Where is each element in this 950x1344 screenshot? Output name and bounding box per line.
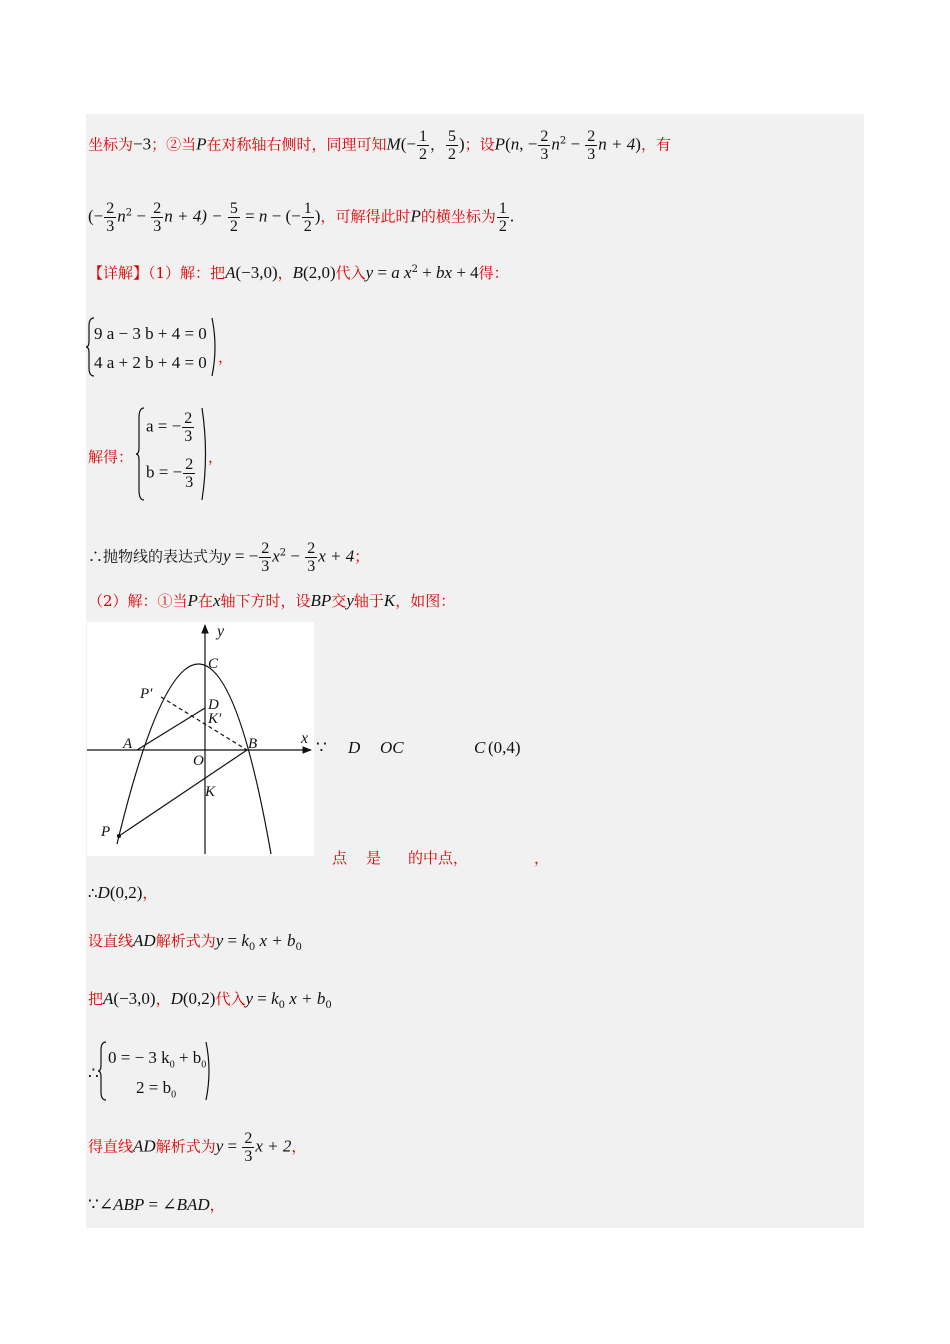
fraction: $\frac{2}{3}$ [153, 200, 162, 235]
detail-label: 【详解】 [88, 264, 149, 282]
line-AD-setup: 设直线AD解析式为$y = k_0$ $x + b_0$ [88, 931, 302, 953]
label-y: y [217, 623, 225, 640]
fraction: $\frac{2}{3}$ [587, 128, 596, 163]
label-B: B [248, 736, 258, 752]
equation-system-3: ∴ 0 = − 3 $k_0 + b_0$ $2 = b_0$ [86, 1040, 246, 1104]
substitute-line: 把A(−3,0)，D(0,2)代入$y = k_0$ $x + b_0$ [88, 989, 332, 1011]
label-C: C [208, 656, 219, 672]
solved-label: 解得： [88, 448, 134, 466]
point-D-line: ∴D(0,2)， [88, 883, 158, 902]
label-K-prime: K′ [208, 711, 222, 727]
parabola-expression-line: ∴抛物线的表达式为y = − $\frac{2}{3}$ $x^2$ − $\frac{2}{3}$ x + 4； [88, 540, 370, 575]
fraction: $\frac{2}{3}$ [261, 540, 270, 575]
fraction: $\frac{5}{2}$ [229, 200, 238, 235]
label-P: P [101, 824, 111, 840]
left-brace [136, 406, 146, 502]
fraction: $\frac{1}{2}$ [418, 128, 427, 163]
line-AD [137, 708, 205, 750]
point-P [117, 834, 121, 838]
fraction: $\frac{2}{3}$ [307, 540, 316, 575]
label-O: O [193, 753, 204, 769]
detail-heading-line: 【详解】（1）解：把A(−3,0)，B(2,0)代入y = a $x^2$ + bx + 4得： [88, 263, 509, 282]
label-x: x [301, 730, 309, 747]
equation-system-2: a = − $\frac{2}{3}$ b = − $\frac{2}{3}$ ， [136, 406, 246, 504]
fraction: $\frac{5}{2}$ [447, 128, 456, 163]
parabola-diagram [87, 622, 314, 856]
label-P-prime: P′ [140, 686, 153, 702]
line-AD-result: 得直线AD解析式为y = $\frac{2}{3}$ x + 2， [88, 1130, 307, 1165]
label-K: K [205, 784, 216, 800]
angle-line: ∵∠ABP = ∠BAD， [88, 1195, 225, 1214]
label-A: A [123, 736, 133, 752]
equation-system-1: 9 a − 3 b + 4 = 0 4 a + 2 b + 4 = 0 ， [86, 316, 246, 380]
fraction: $\frac{1}{2}$ [498, 200, 507, 235]
fraction: $\frac{2}{3}$ [184, 410, 193, 445]
left-brace [98, 1040, 108, 1102]
solution-line-2: (− $\frac{2}{3}$ $n^2$ − $\frac{2}{3}$ n + 4) − $\frac{5}{2}$ = n − (− $\frac{1}{2}$ )，可解得此时P的横坐标为 $\frac{1}{2}$ . [88, 200, 515, 235]
fraction: $\frac{2}{3}$ [540, 128, 549, 163]
figure-side-text: ∵ [316, 738, 327, 757]
part2-line: （2）解：①当P在x轴下方时，设BP交y轴于K，如图： [88, 591, 456, 610]
solution-line-1: 坐标为−3；②当P在对称轴右侧时，同理可知M(− $\frac{1}{2}$ ， $\frac{5}{2}$ )；设P(n, − $\frac{2}{3}$ $n^2$ − $\frac{2}{3}$ n + 4)，有 [88, 128, 671, 163]
right-paren [204, 1040, 214, 1102]
label-D: D [208, 697, 219, 713]
fraction: $\frac{2}{3}$ [244, 1130, 253, 1165]
fraction: $\frac{2}{3}$ [106, 200, 115, 235]
fraction: $\frac{2}{3}$ [185, 456, 194, 491]
fraction: $\frac{1}{2}$ [303, 200, 312, 235]
line-BP [119, 750, 247, 836]
geometry-figure [87, 622, 314, 856]
